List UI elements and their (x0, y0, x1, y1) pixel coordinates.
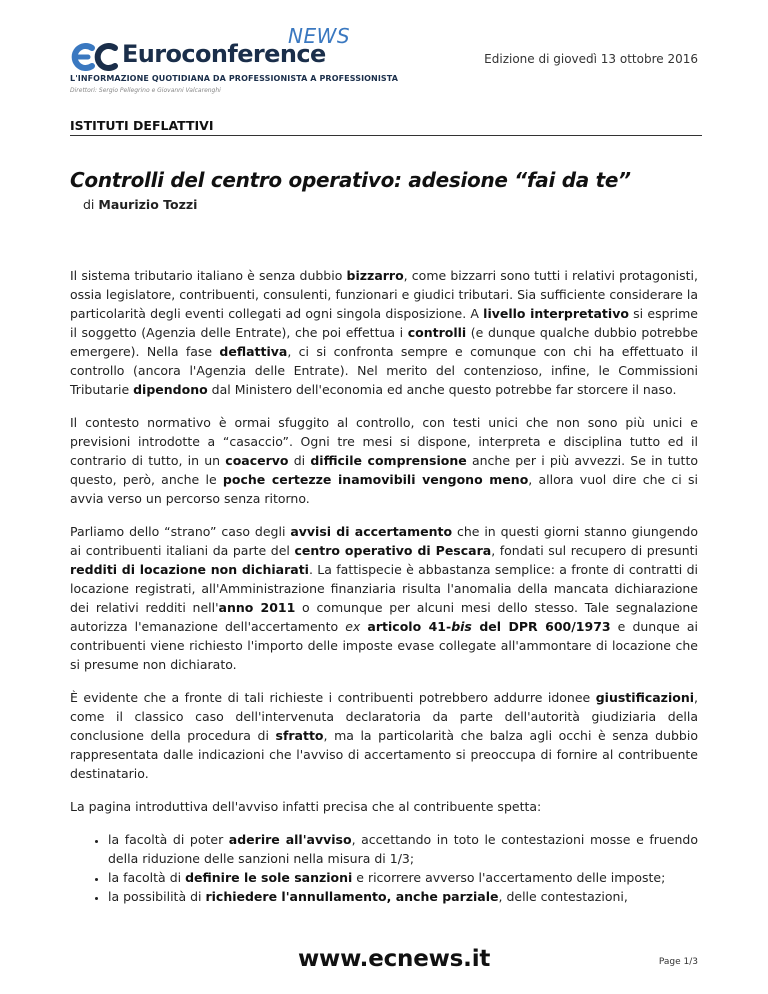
text-run: Il contesto normativo è ormai sfuggito al controllo, con testi unici che non sono più unici e previsioni introdotte a “casaccio”. Ogni tre mesi si dispone, interpreta e disciplina tutto ed il contrario di tutto, in un (70, 415, 698, 468)
bold-text: richiedere l'annullamento, anche parziale (205, 889, 499, 904)
body-paragraph (70, 413, 698, 508)
text-run: si esprime il soggetto (Agenzia delle Entrate), che poi effettua i (70, 306, 698, 340)
body-paragraph (70, 688, 698, 783)
logo-tagline: L'INFORMAZIONE QUOTIDIANA DA PROFESSIONISTA A PROFESSIONISTA (70, 74, 399, 83)
body-paragraph (70, 266, 698, 399)
text-run: La pagina introduttiva dell'avviso infatti precisa che al contribuente spetta: (70, 799, 542, 814)
text-run: (e dunque qualche dubbio potrebbe emergere). Nella fase (70, 325, 698, 359)
byline-prefix: di (83, 197, 95, 212)
bold-text: redditi di locazione non dichiarati (70, 562, 309, 577)
bold-text: giustificazioni (595, 690, 695, 705)
bold-text: anno 2011 (218, 600, 296, 615)
bold-text: sfratto (275, 728, 324, 743)
emphasis-text: bis (451, 619, 472, 634)
ec-logo-icon (70, 40, 124, 74)
bold-text: articolo 41- (367, 619, 452, 634)
body-paragraph (70, 522, 698, 674)
bold-text: bizzarro (346, 268, 404, 283)
text-run: la facoltà di poter (108, 832, 229, 847)
italic-text: ex (345, 619, 361, 634)
bold-text: poche certezze inamovibili vengono meno (222, 472, 529, 487)
list-item (108, 830, 698, 868)
text-run: , accettando in toto le contestazioni mosse e fruendo della riduzione delle sanzioni nella misura di 1/3; (108, 832, 698, 866)
logo-name: Euroconference (122, 40, 326, 68)
text-run: o comunque per alcuni mesi dello stesso. Tale segnalazione autorizza l'emanazione dell'accertamento (70, 600, 698, 634)
text-run: , come bizzarri sono tutti i relativi protagonisti, ossia legislatore, contribuenti, consulenti, funzionari e giudici tributari. Sia sufficiente considerare la particolarità degli eventi collegati ad ogni singola disposizione. A (70, 268, 698, 321)
article-title: Controlli del centro operativo: adesione “fai da te” (70, 168, 631, 192)
text-run: e dunque ai contribuenti viene richiesto l'importo delle imposte evase collegate all'ammontare di locazione che si presume non dichiarato. (70, 619, 698, 672)
text-run: di (288, 453, 311, 468)
bold-text: difficile comprensione (310, 453, 467, 468)
bullet-list (70, 830, 698, 906)
bold-text: centro operativo di Pescara (294, 543, 492, 558)
list-item (108, 868, 698, 887)
text-run: , fondati sul recupero di presunti (491, 543, 698, 558)
text-run: , ma la particolarità che balza agli occhi è senza dubbio rappresentata dalle indicazioni che l'avviso di accertamento si preoccupa di fornire al contribuente destinatario. (70, 728, 698, 781)
bold-text: aderire all'avviso (228, 832, 352, 847)
body-paragraph (70, 797, 698, 816)
logo-directors: Direttori: Sergio Pellegrino e Giovanni Valcarenghi (70, 87, 221, 94)
text-run: anche per i più avvezzi. Se in tutto questo, però, anche le (70, 453, 698, 487)
text-run: la facoltà di (108, 870, 186, 885)
text-run: , allora vuol dire che ci si avvia verso un percorso senza ritorno. (70, 472, 699, 506)
section-heading: ISTITUTI DEFLATTIVI (70, 118, 702, 136)
masthead-logo[interactable] (70, 24, 399, 102)
bold-text: coacervo (225, 453, 289, 468)
text-run: Il sistema tributario italiano è senza dubbio (70, 268, 347, 283)
bold-text: livello interpretativo (483, 306, 629, 321)
text-run: Parliamo dello “strano” caso degli (70, 524, 291, 539)
logo-news-label: NEWS (288, 24, 351, 48)
text-run: , ci si confronta sempre e comunque con chi ha effettuato il controllo (ancora l'Agenzia delle Entrate). Nel merito del contenzioso, infine, le Commissioni Tributarie (70, 344, 698, 397)
page-number: Page 1/3 (658, 957, 698, 967)
edition-date: Edizione di giovedì 13 ottobre 2016 (484, 52, 698, 66)
article-author: Maurizio Tozzi (98, 197, 198, 212)
article-byline (83, 197, 197, 212)
bold-text: avvisi di accertamento (290, 524, 453, 539)
text-run: . La fattispecie è abbastanza semplice: a fronte di contratti di locazione registrati, all'Amministrazione finanziaria risulta l'anomalia della mancata dichiarazione dei relativi redditi nell' (70, 562, 698, 615)
text-run: la possibilità di (108, 889, 206, 904)
footer-website-link[interactable]: www.ecnews.it (298, 946, 491, 972)
text-run: che in questi giorni stanno giungendo ai contribuenti italiani da parte del (70, 524, 698, 558)
bold-text: deflattiva (219, 344, 288, 359)
text-run: , come il classico caso dell'intervenuta declaratoria da parte dell'autorità giudiziaria della conclusione della procedura di (70, 690, 698, 743)
article-body (70, 266, 698, 906)
bold-text: del DPR 600/1973 (471, 619, 611, 634)
text-run: , delle contestazioni, (498, 889, 628, 904)
list-item (108, 887, 698, 906)
bold-text: definire le sole sanzioni (185, 870, 353, 885)
text-run: dal Ministero dell'economia ed anche questo potrebbe far storcere il naso. (207, 382, 677, 397)
bold-text: controlli (407, 325, 467, 340)
text-run: e ricorrere avverso l'accertamento delle imposte; (352, 870, 666, 885)
text-run: È evidente che a fronte di tali richieste i contribuenti potrebbero addurre idonee (70, 690, 596, 705)
bold-text: dipendono (133, 382, 208, 397)
